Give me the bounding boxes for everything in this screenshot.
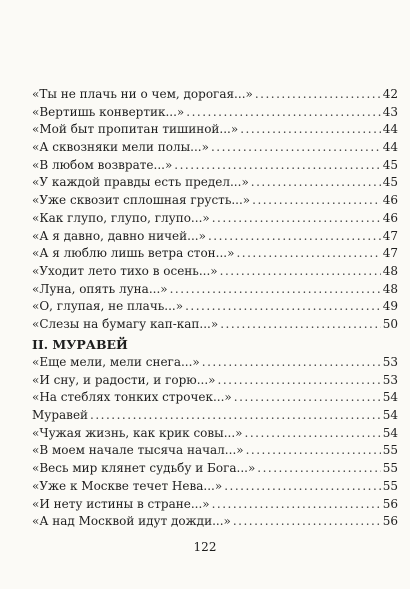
toc-entry-page: 45 — [382, 175, 398, 190]
toc-entry-page: 42 — [382, 87, 398, 101]
toc-entry — [32, 496, 398, 514]
toc-entry-page: 46 — [382, 210, 398, 225]
toc-entry-page: 55 — [382, 478, 398, 493]
toc-entry-page: 50 — [382, 316, 398, 331]
toc-entry-title: «Еще мели, мели снега...» — [32, 355, 200, 369]
dot-leader — [257, 460, 380, 478]
dot-leader — [170, 281, 381, 299]
dot-leader — [186, 104, 380, 122]
toc-entry — [32, 139, 398, 157]
toc-entry-page: 43 — [382, 104, 398, 119]
toc-entry — [32, 389, 398, 407]
toc-entry-page: 47 — [382, 246, 398, 261]
dot-leader — [90, 407, 381, 425]
toc-entry-title: «Мой быт пропитан тишиной...» — [32, 122, 239, 137]
toc-entry-title: «Вертишь конвертик...» — [32, 104, 185, 119]
toc-entry — [32, 372, 398, 390]
toc-entry — [32, 407, 398, 425]
dot-leader — [211, 139, 381, 157]
toc-entry — [32, 298, 398, 316]
toc-entry-title: «Слезы на бумагу кап-кап...» — [32, 316, 219, 331]
toc-entry-title: «Весь мир клянет судьбу и Бога...» — [32, 461, 256, 476]
toc-entry-page: 56 — [382, 514, 398, 529]
toc-list-part2 — [32, 354, 398, 531]
toc-entry-page: 49 — [382, 299, 398, 314]
toc-entry — [32, 228, 398, 246]
toc-entry-page: 47 — [382, 228, 398, 243]
toc-entry-page: 55 — [382, 443, 398, 458]
toc-entry-page: 55 — [382, 461, 398, 476]
dot-leader — [202, 354, 381, 372]
toc-entry-page: 48 — [382, 281, 398, 296]
toc-entry — [32, 460, 398, 478]
toc-entry-title: «Луна, опять луна...» — [32, 281, 168, 296]
section-heading: II. МУРАВЕЙ — [32, 337, 128, 352]
dot-leader — [220, 316, 381, 334]
toc-entry-title: Муравей — [32, 408, 89, 423]
toc-entry-title: «Как глупо, глупо, глупо...» — [32, 210, 210, 225]
toc-entry-page: 45 — [382, 157, 398, 172]
toc-entry-title: «У каждой правды есть предел...» — [32, 175, 249, 190]
toc-entry — [32, 513, 398, 531]
toc-entry — [32, 121, 398, 139]
dot-leader — [236, 245, 380, 263]
toc-entry — [32, 245, 398, 263]
dot-leader — [208, 228, 381, 246]
dot-leader — [174, 157, 380, 175]
toc-entry — [32, 425, 398, 443]
toc-entry-title: «А я люблю лишь ветра стон...» — [32, 246, 235, 261]
toc-entry — [32, 192, 398, 210]
toc-entry — [32, 86, 398, 104]
toc-entry-page: 54 — [382, 408, 398, 423]
dot-leader — [252, 192, 381, 210]
dot-leader — [212, 496, 381, 514]
toc-entry-page: 56 — [382, 496, 398, 511]
toc-entry-title: «Уже к Москве течет Нева...» — [32, 478, 223, 493]
dot-leader — [233, 513, 381, 531]
page-number: 122 — [193, 540, 217, 554]
toc-entry — [32, 210, 398, 228]
toc-entry — [32, 104, 398, 122]
toc-entry-page: 53 — [382, 372, 398, 387]
toc-entry-title: «Ты не плачь ни о чем, дорогая...» — [32, 87, 253, 101]
toc-entry-page: 44 — [382, 122, 398, 137]
dot-leader — [212, 210, 381, 228]
toc-entry-title: «О, глупая, не плачь...» — [32, 299, 184, 314]
toc-entry-page: 44 — [382, 140, 398, 155]
toc-entry-page: 54 — [382, 390, 398, 405]
toc-entry-title: «Уходит лето тихо в осень...» — [32, 263, 218, 278]
toc-entry — [32, 281, 398, 299]
dot-leader — [220, 263, 381, 281]
toc-entry-page: 46 — [382, 193, 398, 208]
dot-leader — [255, 86, 381, 104]
dot-leader — [251, 174, 381, 192]
dot-leader — [245, 425, 381, 443]
dot-leader — [224, 478, 381, 496]
dot-leader — [240, 121, 381, 139]
dot-leader — [246, 442, 381, 460]
toc-entry — [32, 316, 398, 334]
toc-entry-title: «А я давно, давно ничей...» — [32, 228, 206, 243]
dot-leader — [234, 389, 381, 407]
toc-entry — [32, 478, 398, 496]
toc-entry-title: «А над Москвой идут дожди...» — [32, 514, 231, 529]
toc-list-part1 — [32, 86, 398, 334]
dot-leader — [218, 372, 381, 390]
toc-entry-title: «А сквозняки мели полы...» — [32, 140, 209, 155]
toc-entry-title: «Уже сквозит сплошная грусть...» — [32, 193, 251, 208]
toc-entry-page: 48 — [382, 263, 398, 278]
toc-entry-title: «На стеблях тонких строчек...» — [32, 390, 232, 405]
toc-entry-title: «И сну, и радости, и горю...» — [32, 372, 216, 387]
toc-entry-title: «Чужая жизнь, как крик совы...» — [32, 425, 243, 440]
toc-entry-title: «В моем начале тысяча начал...» — [32, 443, 244, 458]
toc-entry — [32, 263, 398, 281]
toc-entry — [32, 442, 398, 460]
toc-entry-page: 54 — [382, 425, 398, 440]
toc-entry-title: «И нету истины в стране...» — [32, 496, 210, 511]
toc-entry — [32, 157, 398, 175]
toc-entry — [32, 354, 398, 372]
dot-leader — [185, 298, 381, 316]
toc-entry-title: «В любом возврате...» — [32, 157, 173, 172]
toc-entry-page: 53 — [382, 355, 398, 369]
toc-entry — [32, 174, 398, 192]
